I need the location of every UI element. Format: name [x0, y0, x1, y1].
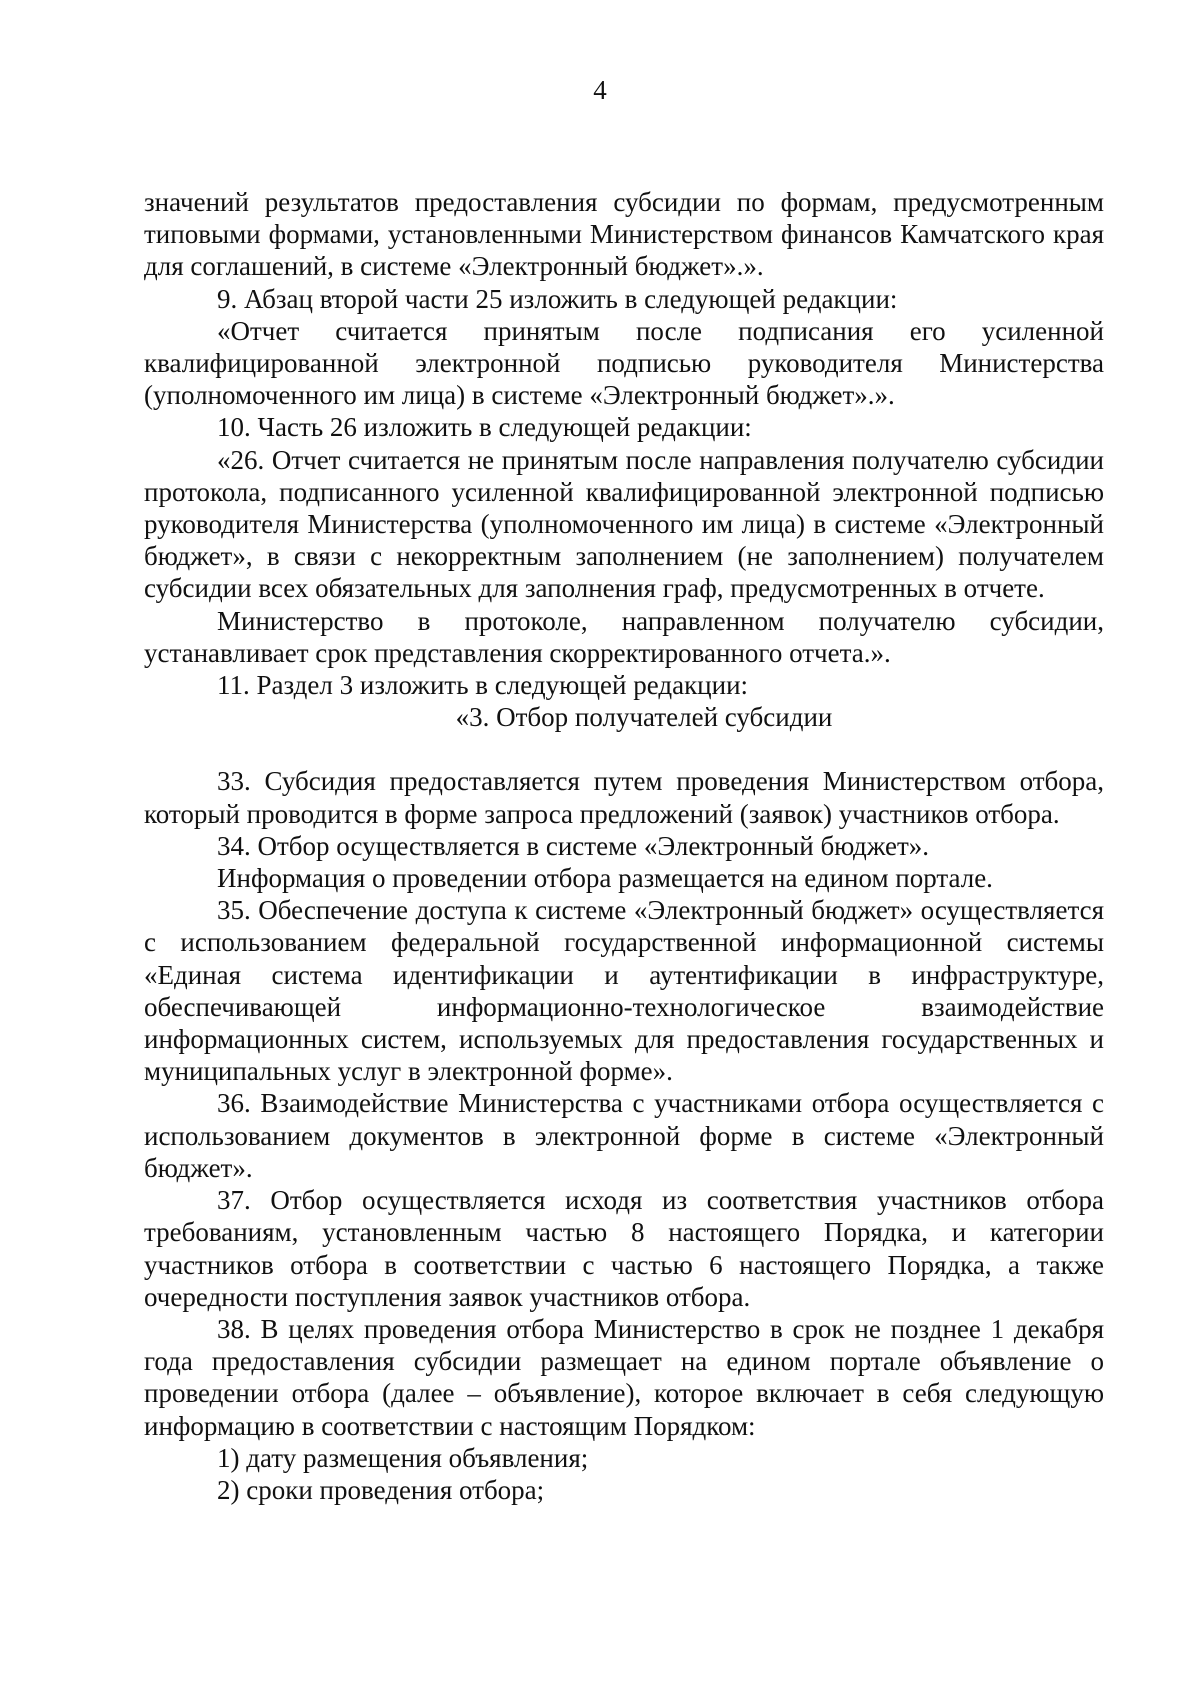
clause-33: 33. Субсидия предоставляется путем проведения Министерством отбора, который проводится в форме запроса предложений (заявок) участников отбора.: [144, 766, 1104, 829]
list-item-2: 2) сроки проведения отбора;: [217, 1474, 545, 1505]
amendment-quote-25: «Отчет считается принятым после подписания его усиленной квалифицированной электронной подписью руководителя Министерства (уполномоченного им лица) в системе «Электронный бюджет».».: [144, 315, 1104, 411]
clause-37: 37. Отбор осуществляется исходя из соответствия участников отбора требованиям, установленным частью 8 настоящего Порядка, и категории участников отбора в соответствии с частью 6 настоящего Порядка, а также очередности поступления заявок участников отбора.: [144, 1185, 1104, 1312]
clause-38: 38. В целях проведения отбора Министерство в срок не позднее 1 декабря года предоставления субсидии размещает на едином портале объявление о проведении отбора (далее – объявление), которое включает в себя следующую информацию в соответствии с настоящим Порядком:: [144, 1313, 1104, 1441]
amendment-item-11: 11. Раздел 3 изложить в следующей редакции:: [217, 670, 749, 701]
clause-35: 35. Обеспечение доступа к системе «Электронный бюджет» осуществляется с использованием федеральной государственной информационной системы «Единая система идентификации и аутентификации в инфраструктуре, обеспечивающей информационно-технологическое взаимодействие информационных систем, используемых для предоставления государственных и муниципальных услуг в электронной форме».: [144, 895, 1104, 1087]
amendment-quote-26: «26. Отчет считается не принятым после направления получателю субсидии протокола, подписанного усиленной квалифицированной электронной подписью руководителя Министерства (уполномоченного им лица) в системе «Электронный бюджет», в связи с некорректным заполнением (не заполнением) получателем субсидии всех обязательных для заполнения граф, предусмотренных в отчете.: [144, 444, 1104, 604]
clause-34: 34. Отбор осуществляется в системе «Электронный бюджет».: [217, 830, 930, 861]
list-item-1: 1) дату размещения объявления;: [217, 1442, 589, 1473]
document-body: [144, 186, 1104, 1506]
amendment-item-10: 10. Часть 26 изложить в следующей редакции:: [217, 412, 752, 443]
spacer: [144, 733, 1104, 765]
clause-34-info: Информация о проведении отбора размещается на едином портале.: [217, 863, 993, 894]
paragraph-ministry-protocol: Министерство в протоколе, направленном получателю субсидии, устанавливает срок представления скорректированного отчета.».: [144, 605, 1104, 668]
clause-36: 36. Взаимодействие Министерства с участниками отбора осуществляется с использованием документов в электронной форме в системе «Электронный бюджет».: [144, 1088, 1104, 1183]
section-heading: «3. Отбор получателей субсидии: [455, 702, 833, 733]
page-number: 4: [593, 75, 607, 105]
amendment-item-9: 9. Абзац второй части 25 изложить в следующей редакции:: [217, 283, 898, 314]
paragraph-continuation: значений результатов предоставления субсидии по формам, предусмотренным типовыми формами, установленными Министерством финансов Камчатского края для соглашений, в системе «Электронный бюджет».».: [144, 187, 1104, 282]
